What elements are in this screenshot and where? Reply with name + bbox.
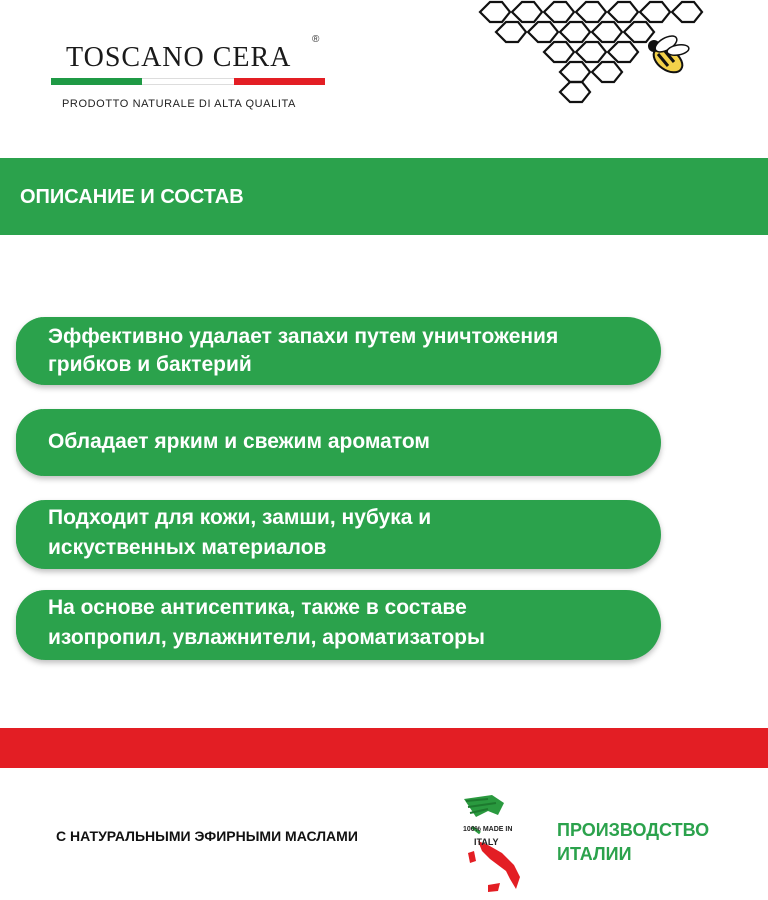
feature-text-line2: изопропил, увлажнители, ароматизаторы [48,626,485,649]
made-in-badge-line2: ITALY [474,837,499,847]
feature-text-line1: Подходит для кожи, замши, нубука и [48,506,432,529]
italian-flag-stripe [51,78,325,85]
feature-text-line1: Эффективно удалает запахи путем уничтожения [48,325,559,348]
feature-pill [16,317,661,385]
feature-pill [16,500,661,569]
section-title: ОПИСАНИЕ И СОСТАВ [20,186,244,208]
bee-icon [648,33,690,78]
flag-white-stripe [142,78,233,85]
feature-text-line1: Обладает ярким и свежим ароматом [48,430,430,453]
made-in-badge-line1: 100% MADE IN [463,826,513,833]
registered-mark: ® [312,34,320,45]
brand-logo-text: TOSCANO CERA [66,42,292,73]
feature-text-line2: грибков и бактерий [48,353,252,376]
made-in-italy-line1: ПРОИЗВОДСТВО [557,820,710,840]
honeycomb-icon [470,0,710,110]
brand-tagline: PRODOTTO NATURALE DI ALTA QUALITA [62,98,296,110]
flag-red-stripe [234,78,325,85]
made-in-italy-line2: ИТАЛИИ [557,844,632,864]
flag-green-stripe [51,78,142,85]
feature-text-line1: На основе антисептика, также в составе [48,596,467,619]
feature-pill [16,409,661,476]
feature-pill [16,590,661,660]
essential-oils-label: С НАТУРАЛЬНЫМИ ЭФИРНЫМИ МАСЛАМИ [56,828,358,844]
red-divider-bar [0,728,768,768]
made-in-italy-label [557,818,709,866]
feature-text-line2: искуственных материалов [48,536,327,559]
